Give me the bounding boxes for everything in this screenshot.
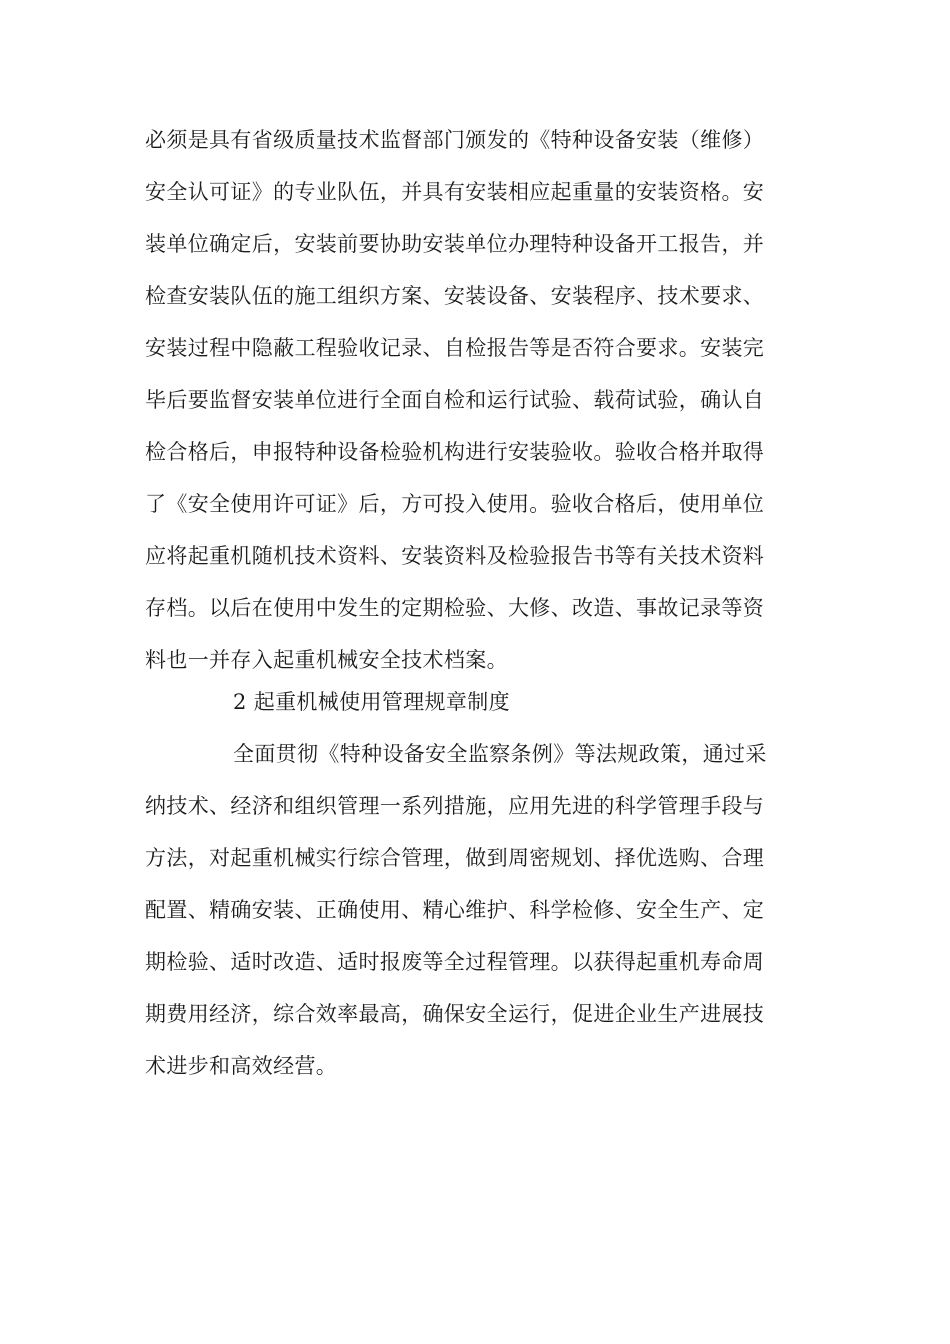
paragraph-2-line: 纳技术、经济和组织管理一系列措施，应用先进的科学管理手段与 [145,794,765,818]
paragraph-1-line: 存档。以后在使用中发生的定期检验、大修、改造、事故记录等资 [145,596,765,620]
paragraph-1-line: 装单位确定后，安装前要协助安装单位办理特种设备开工报告，并 [145,232,765,256]
paragraph-2-line: 期费用经济，综合效率最高，确保安全运行，促进企业生产进展技 [145,1002,765,1026]
paragraph-1-line: 安全认可证》的专业队伍，并具有安装相应起重量的安装资格。安 [145,180,765,204]
paragraph-1-line: 了《安全使用许可证》后，方可投入使用。验收合格后，使用单位 [145,492,765,516]
paragraph-1-line: 必须是具有省级质量技术监督部门颁发的《特种设备安装（维修） [145,128,765,152]
paragraph-1-line: 安装过程中隐蔽工程验收记录、自检报告等是否符合要求。安装完 [145,336,765,360]
paragraph-2-line: 配置、精确安装、正确使用、精心维护、科学检修、安全生产、定 [145,898,765,922]
paragraph-1-line: 应将起重机随机技术资料、安装资料及检验报告书等有关技术资料 [145,544,765,568]
paragraph-2-line: 全面贯彻《特种设备安全监察条例》等法规政策，通过采 [233,742,767,766]
paragraph-2-line: 术进步和高效经营。 [145,1054,338,1078]
paragraph-2-line: 期检验、适时改造、适时报废等全过程管理。以获得起重机寿命周 [145,950,765,974]
paragraph-1-line: 毕后要监督安装单位进行全面自检和运行试验、载荷试验，确认自 [145,388,765,412]
paragraph-1-line: 检查安装队伍的施工组织方案、安装设备、安装程序、技术要求、 [145,284,765,308]
paragraph-2-line: 方法，对起重机械实行综合管理，做到周密规划、择优选购、合理 [145,846,765,870]
paragraph-1-line: 检合格后，申报特种设备检验机构进行安装验收。验收合格并取得 [145,440,765,464]
paragraph-1-line: 料也一并存入起重机械安全技术档案。 [145,648,508,672]
section-heading: 2 起重机械使用管理规章制度 [233,690,510,714]
